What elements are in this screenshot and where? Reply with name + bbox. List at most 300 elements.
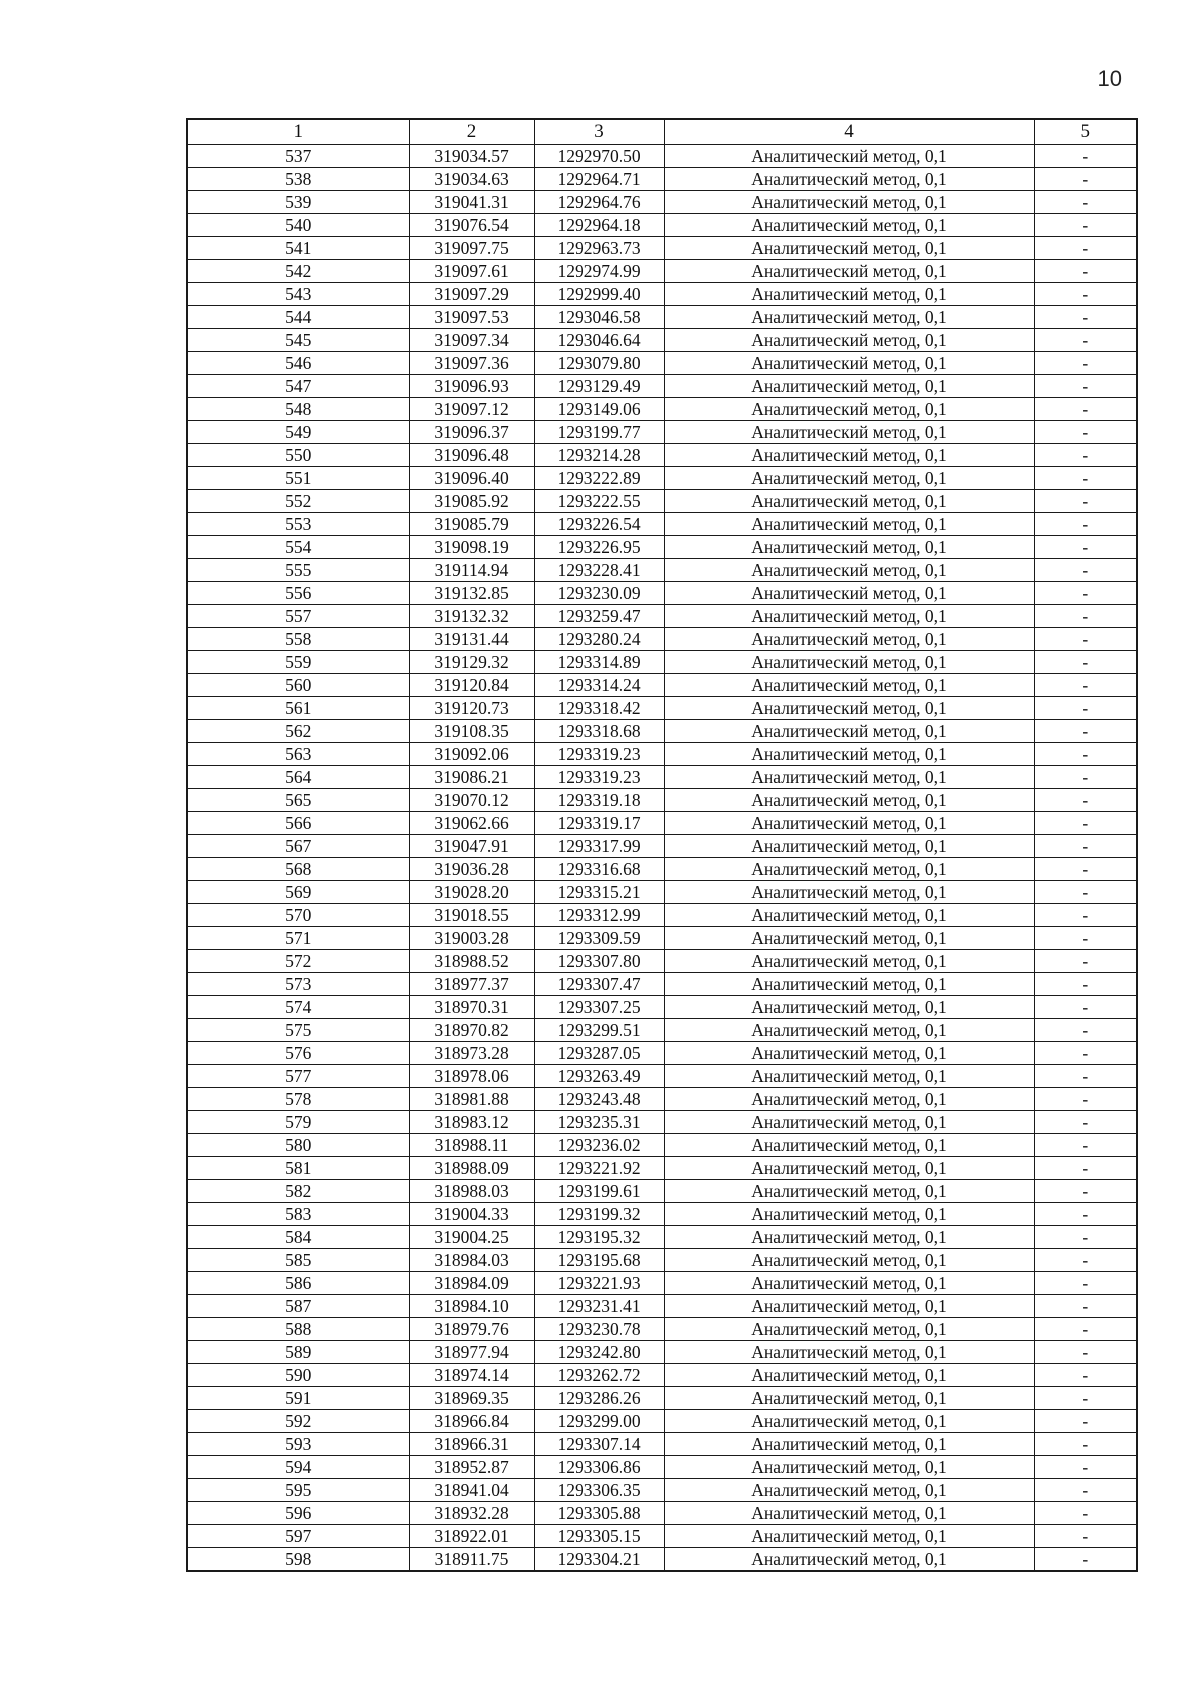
y-coordinate-cell: 1293230.09 bbox=[534, 582, 664, 605]
point-number-cell: 551 bbox=[187, 467, 409, 490]
table-row bbox=[187, 168, 1137, 191]
method-cell: Аналитический метод, 0,1 bbox=[664, 513, 1034, 536]
method-cell: Аналитический метод, 0,1 bbox=[664, 973, 1034, 996]
method-cell: Аналитический метод, 0,1 bbox=[664, 674, 1034, 697]
x-coordinate-cell: 318978.06 bbox=[409, 1065, 534, 1088]
table-row bbox=[187, 881, 1137, 904]
table-row bbox=[187, 628, 1137, 651]
point-number-cell: 555 bbox=[187, 559, 409, 582]
y-coordinate-cell: 1292964.71 bbox=[534, 168, 664, 191]
point-number-cell: 553 bbox=[187, 513, 409, 536]
table-row bbox=[187, 1410, 1137, 1433]
point-number-cell: 572 bbox=[187, 950, 409, 973]
y-coordinate-cell: 1293226.95 bbox=[534, 536, 664, 559]
note-cell: - bbox=[1034, 536, 1137, 559]
note-cell: - bbox=[1034, 835, 1137, 858]
table-row bbox=[187, 1249, 1137, 1272]
table-row bbox=[187, 697, 1137, 720]
point-number-cell: 597 bbox=[187, 1525, 409, 1548]
x-coordinate-cell: 319097.61 bbox=[409, 260, 534, 283]
note-cell: - bbox=[1034, 329, 1137, 352]
point-number-cell: 576 bbox=[187, 1042, 409, 1065]
x-coordinate-cell: 319034.63 bbox=[409, 168, 534, 191]
note-cell: - bbox=[1034, 283, 1137, 306]
note-cell: - bbox=[1034, 651, 1137, 674]
x-coordinate-cell: 319036.28 bbox=[409, 858, 534, 881]
y-coordinate-cell: 1293195.32 bbox=[534, 1226, 664, 1249]
note-cell: - bbox=[1034, 1249, 1137, 1272]
y-coordinate-cell: 1293319.17 bbox=[534, 812, 664, 835]
y-coordinate-cell: 1293236.02 bbox=[534, 1134, 664, 1157]
y-coordinate-cell: 1293319.23 bbox=[534, 766, 664, 789]
table-row bbox=[187, 306, 1137, 329]
method-cell: Аналитический метод, 0,1 bbox=[664, 1111, 1034, 1134]
header-cell-2: 2 bbox=[409, 119, 534, 145]
x-coordinate-cell: 319018.55 bbox=[409, 904, 534, 927]
y-coordinate-cell: 1292970.50 bbox=[534, 145, 664, 168]
y-coordinate-cell: 1293305.88 bbox=[534, 1502, 664, 1525]
x-coordinate-cell: 319076.54 bbox=[409, 214, 534, 237]
x-coordinate-cell: 318974.14 bbox=[409, 1364, 534, 1387]
point-number-cell: 560 bbox=[187, 674, 409, 697]
table-row bbox=[187, 1088, 1137, 1111]
x-coordinate-cell: 319047.91 bbox=[409, 835, 534, 858]
y-coordinate-cell: 1292963.73 bbox=[534, 237, 664, 260]
y-coordinate-cell: 1293314.89 bbox=[534, 651, 664, 674]
point-number-cell: 543 bbox=[187, 283, 409, 306]
header-cell-5: 5 bbox=[1034, 119, 1137, 145]
point-number-cell: 552 bbox=[187, 490, 409, 513]
note-cell: - bbox=[1034, 1387, 1137, 1410]
note-cell: - bbox=[1034, 559, 1137, 582]
note-cell: - bbox=[1034, 145, 1137, 168]
method-cell: Аналитический метод, 0,1 bbox=[664, 1272, 1034, 1295]
y-coordinate-cell: 1293228.41 bbox=[534, 559, 664, 582]
y-coordinate-cell: 1293243.48 bbox=[534, 1088, 664, 1111]
point-number-cell: 595 bbox=[187, 1479, 409, 1502]
method-cell: Аналитический метод, 0,1 bbox=[664, 1479, 1034, 1502]
method-cell: Аналитический метод, 0,1 bbox=[664, 881, 1034, 904]
table-row bbox=[187, 1134, 1137, 1157]
method-cell: Аналитический метод, 0,1 bbox=[664, 1226, 1034, 1249]
y-coordinate-cell: 1293263.49 bbox=[534, 1065, 664, 1088]
method-cell: Аналитический метод, 0,1 bbox=[664, 1157, 1034, 1180]
note-cell: - bbox=[1034, 1548, 1137, 1572]
x-coordinate-cell: 318973.28 bbox=[409, 1042, 534, 1065]
x-coordinate-cell: 318970.82 bbox=[409, 1019, 534, 1042]
y-coordinate-cell: 1293316.68 bbox=[534, 858, 664, 881]
y-coordinate-cell: 1292964.18 bbox=[534, 214, 664, 237]
note-cell: - bbox=[1034, 1364, 1137, 1387]
method-cell: Аналитический метод, 0,1 bbox=[664, 1295, 1034, 1318]
x-coordinate-cell: 319092.06 bbox=[409, 743, 534, 766]
table-row bbox=[187, 812, 1137, 835]
y-coordinate-cell: 1293280.24 bbox=[534, 628, 664, 651]
x-coordinate-cell: 319108.35 bbox=[409, 720, 534, 743]
note-cell: - bbox=[1034, 720, 1137, 743]
note-cell: - bbox=[1034, 858, 1137, 881]
table-row bbox=[187, 1502, 1137, 1525]
note-cell: - bbox=[1034, 1065, 1137, 1088]
y-coordinate-cell: 1293214.28 bbox=[534, 444, 664, 467]
y-coordinate-cell: 1293299.00 bbox=[534, 1410, 664, 1433]
method-cell: Аналитический метод, 0,1 bbox=[664, 329, 1034, 352]
point-number-cell: 575 bbox=[187, 1019, 409, 1042]
point-number-cell: 594 bbox=[187, 1456, 409, 1479]
table-row bbox=[187, 214, 1137, 237]
method-cell: Аналитический метод, 0,1 bbox=[664, 559, 1034, 582]
x-coordinate-cell: 319120.84 bbox=[409, 674, 534, 697]
x-coordinate-cell: 318979.76 bbox=[409, 1318, 534, 1341]
note-cell: - bbox=[1034, 168, 1137, 191]
point-number-cell: 537 bbox=[187, 145, 409, 168]
y-coordinate-cell: 1293231.41 bbox=[534, 1295, 664, 1318]
x-coordinate-cell: 318941.04 bbox=[409, 1479, 534, 1502]
note-cell: - bbox=[1034, 582, 1137, 605]
method-cell: Аналитический метод, 0,1 bbox=[664, 1364, 1034, 1387]
y-coordinate-cell: 1293079.80 bbox=[534, 352, 664, 375]
point-number-cell: 548 bbox=[187, 398, 409, 421]
note-cell: - bbox=[1034, 306, 1137, 329]
note-cell: - bbox=[1034, 628, 1137, 651]
note-cell: - bbox=[1034, 260, 1137, 283]
method-cell: Аналитический метод, 0,1 bbox=[664, 904, 1034, 927]
y-coordinate-cell: 1293222.55 bbox=[534, 490, 664, 513]
point-number-cell: 591 bbox=[187, 1387, 409, 1410]
note-cell: - bbox=[1034, 352, 1137, 375]
point-number-cell: 588 bbox=[187, 1318, 409, 1341]
method-cell: Аналитический метод, 0,1 bbox=[664, 1456, 1034, 1479]
table-row bbox=[187, 1387, 1137, 1410]
y-coordinate-cell: 1293262.72 bbox=[534, 1364, 664, 1387]
table-row bbox=[187, 1111, 1137, 1134]
y-coordinate-cell: 1293195.68 bbox=[534, 1249, 664, 1272]
note-cell: - bbox=[1034, 1180, 1137, 1203]
note-cell: - bbox=[1034, 697, 1137, 720]
y-coordinate-cell: 1293046.58 bbox=[534, 306, 664, 329]
note-cell: - bbox=[1034, 1157, 1137, 1180]
point-number-cell: 592 bbox=[187, 1410, 409, 1433]
x-coordinate-cell: 319097.34 bbox=[409, 329, 534, 352]
point-number-cell: 561 bbox=[187, 697, 409, 720]
method-cell: Аналитический метод, 0,1 bbox=[664, 582, 1034, 605]
x-coordinate-cell: 319098.19 bbox=[409, 536, 534, 559]
table-row bbox=[187, 720, 1137, 743]
point-number-cell: 580 bbox=[187, 1134, 409, 1157]
method-cell: Аналитический метод, 0,1 bbox=[664, 950, 1034, 973]
x-coordinate-cell: 319041.31 bbox=[409, 191, 534, 214]
point-number-cell: 574 bbox=[187, 996, 409, 1019]
point-number-cell: 550 bbox=[187, 444, 409, 467]
table-row bbox=[187, 605, 1137, 628]
x-coordinate-cell: 319132.32 bbox=[409, 605, 534, 628]
note-cell: - bbox=[1034, 1042, 1137, 1065]
y-coordinate-cell: 1293221.93 bbox=[534, 1272, 664, 1295]
y-coordinate-cell: 1293314.24 bbox=[534, 674, 664, 697]
header-row bbox=[187, 119, 1137, 145]
note-cell: - bbox=[1034, 1479, 1137, 1502]
y-coordinate-cell: 1293304.21 bbox=[534, 1548, 664, 1572]
y-coordinate-cell: 1293307.80 bbox=[534, 950, 664, 973]
table-row bbox=[187, 398, 1137, 421]
note-cell: - bbox=[1034, 812, 1137, 835]
point-number-cell: 538 bbox=[187, 168, 409, 191]
x-coordinate-cell: 319096.93 bbox=[409, 375, 534, 398]
method-cell: Аналитический метод, 0,1 bbox=[664, 996, 1034, 1019]
point-number-cell: 584 bbox=[187, 1226, 409, 1249]
method-cell: Аналитический метод, 0,1 bbox=[664, 490, 1034, 513]
x-coordinate-cell: 318984.10 bbox=[409, 1295, 534, 1318]
table-row bbox=[187, 674, 1137, 697]
x-coordinate-cell: 319114.94 bbox=[409, 559, 534, 582]
method-cell: Аналитический метод, 0,1 bbox=[664, 1042, 1034, 1065]
table-row bbox=[187, 1525, 1137, 1548]
note-cell: - bbox=[1034, 1295, 1137, 1318]
table-row bbox=[187, 1157, 1137, 1180]
point-number-cell: 579 bbox=[187, 1111, 409, 1134]
method-cell: Аналитический метод, 0,1 bbox=[664, 306, 1034, 329]
table-row bbox=[187, 1019, 1137, 1042]
y-coordinate-cell: 1293199.77 bbox=[534, 421, 664, 444]
point-number-cell: 582 bbox=[187, 1180, 409, 1203]
table-row bbox=[187, 927, 1137, 950]
method-cell: Аналитический метод, 0,1 bbox=[664, 1410, 1034, 1433]
point-number-cell: 557 bbox=[187, 605, 409, 628]
table-row bbox=[187, 1226, 1137, 1249]
y-coordinate-cell: 1292999.40 bbox=[534, 283, 664, 306]
method-cell: Аналитический метод, 0,1 bbox=[664, 536, 1034, 559]
note-cell: - bbox=[1034, 789, 1137, 812]
point-number-cell: 571 bbox=[187, 927, 409, 950]
y-coordinate-cell: 1293299.51 bbox=[534, 1019, 664, 1042]
point-number-cell: 542 bbox=[187, 260, 409, 283]
y-coordinate-cell: 1293287.05 bbox=[534, 1042, 664, 1065]
x-coordinate-cell: 318966.31 bbox=[409, 1433, 534, 1456]
x-coordinate-cell: 318988.52 bbox=[409, 950, 534, 973]
table-row bbox=[187, 743, 1137, 766]
y-coordinate-cell: 1293046.64 bbox=[534, 329, 664, 352]
point-number-cell: 596 bbox=[187, 1502, 409, 1525]
table-row bbox=[187, 1341, 1137, 1364]
table-row bbox=[187, 789, 1137, 812]
method-cell: Аналитический метод, 0,1 bbox=[664, 283, 1034, 306]
x-coordinate-cell: 319097.12 bbox=[409, 398, 534, 421]
note-cell: - bbox=[1034, 1088, 1137, 1111]
table-row bbox=[187, 1456, 1137, 1479]
method-cell: Аналитический метод, 0,1 bbox=[664, 835, 1034, 858]
y-coordinate-cell: 1293319.18 bbox=[534, 789, 664, 812]
y-coordinate-cell: 1293226.54 bbox=[534, 513, 664, 536]
x-coordinate-cell: 319004.25 bbox=[409, 1226, 534, 1249]
method-cell: Аналитический метод, 0,1 bbox=[664, 260, 1034, 283]
note-cell: - bbox=[1034, 674, 1137, 697]
note-cell: - bbox=[1034, 444, 1137, 467]
x-coordinate-cell: 318970.31 bbox=[409, 996, 534, 1019]
x-coordinate-cell: 319086.21 bbox=[409, 766, 534, 789]
header-cell-4: 4 bbox=[664, 119, 1034, 145]
x-coordinate-cell: 318966.84 bbox=[409, 1410, 534, 1433]
note-cell: - bbox=[1034, 743, 1137, 766]
x-coordinate-cell: 319129.32 bbox=[409, 651, 534, 674]
y-coordinate-cell: 1293306.86 bbox=[534, 1456, 664, 1479]
table-row bbox=[187, 904, 1137, 927]
x-coordinate-cell: 319096.40 bbox=[409, 467, 534, 490]
note-cell: - bbox=[1034, 1410, 1137, 1433]
note-cell: - bbox=[1034, 1525, 1137, 1548]
x-coordinate-cell: 318952.87 bbox=[409, 1456, 534, 1479]
point-number-cell: 545 bbox=[187, 329, 409, 352]
method-cell: Аналитический метод, 0,1 bbox=[664, 1249, 1034, 1272]
point-number-cell: 558 bbox=[187, 628, 409, 651]
y-coordinate-cell: 1293309.59 bbox=[534, 927, 664, 950]
point-number-cell: 573 bbox=[187, 973, 409, 996]
note-cell: - bbox=[1034, 605, 1137, 628]
y-coordinate-cell: 1293129.49 bbox=[534, 375, 664, 398]
method-cell: Аналитический метод, 0,1 bbox=[664, 1318, 1034, 1341]
table-row bbox=[187, 260, 1137, 283]
y-coordinate-cell: 1293149.06 bbox=[534, 398, 664, 421]
method-cell: Аналитический метод, 0,1 bbox=[664, 191, 1034, 214]
table-row bbox=[187, 1180, 1137, 1203]
table-row bbox=[187, 858, 1137, 881]
method-cell: Аналитический метод, 0,1 bbox=[664, 1065, 1034, 1088]
note-cell: - bbox=[1034, 1433, 1137, 1456]
x-coordinate-cell: 319132.85 bbox=[409, 582, 534, 605]
note-cell: - bbox=[1034, 1111, 1137, 1134]
method-cell: Аналитический метод, 0,1 bbox=[664, 168, 1034, 191]
method-cell: Аналитический метод, 0,1 bbox=[664, 766, 1034, 789]
table-row bbox=[187, 1065, 1137, 1088]
point-number-cell: 593 bbox=[187, 1433, 409, 1456]
y-coordinate-cell: 1293235.31 bbox=[534, 1111, 664, 1134]
method-cell: Аналитический метод, 0,1 bbox=[664, 398, 1034, 421]
header-cell-1: 1 bbox=[187, 119, 409, 145]
note-cell: - bbox=[1034, 191, 1137, 214]
table-row bbox=[187, 1042, 1137, 1065]
x-coordinate-cell: 318922.01 bbox=[409, 1525, 534, 1548]
x-coordinate-cell: 318988.03 bbox=[409, 1180, 534, 1203]
x-coordinate-cell: 319097.36 bbox=[409, 352, 534, 375]
table-row bbox=[187, 973, 1137, 996]
point-number-cell: 562 bbox=[187, 720, 409, 743]
y-coordinate-cell: 1293242.80 bbox=[534, 1341, 664, 1364]
point-number-cell: 567 bbox=[187, 835, 409, 858]
table-row bbox=[187, 329, 1137, 352]
table-row bbox=[187, 145, 1137, 168]
note-cell: - bbox=[1034, 237, 1137, 260]
note-cell: - bbox=[1034, 881, 1137, 904]
point-number-cell: 578 bbox=[187, 1088, 409, 1111]
table-row bbox=[187, 582, 1137, 605]
table-row bbox=[187, 467, 1137, 490]
x-coordinate-cell: 318911.75 bbox=[409, 1548, 534, 1572]
x-coordinate-cell: 319096.48 bbox=[409, 444, 534, 467]
point-number-cell: 587 bbox=[187, 1295, 409, 1318]
table-row bbox=[187, 1433, 1137, 1456]
coordinates-table bbox=[186, 118, 1138, 1572]
method-cell: Аналитический метод, 0,1 bbox=[664, 145, 1034, 168]
x-coordinate-cell: 319003.28 bbox=[409, 927, 534, 950]
note-cell: - bbox=[1034, 1341, 1137, 1364]
y-coordinate-cell: 1293286.26 bbox=[534, 1387, 664, 1410]
method-cell: Аналитический метод, 0,1 bbox=[664, 1019, 1034, 1042]
x-coordinate-cell: 319070.12 bbox=[409, 789, 534, 812]
y-coordinate-cell: 1293221.92 bbox=[534, 1157, 664, 1180]
x-coordinate-cell: 318981.88 bbox=[409, 1088, 534, 1111]
y-coordinate-cell: 1293230.78 bbox=[534, 1318, 664, 1341]
page-number: 10 bbox=[1097, 66, 1122, 91]
method-cell: Аналитический метод, 0,1 bbox=[664, 467, 1034, 490]
method-cell: Аналитический метод, 0,1 bbox=[664, 697, 1034, 720]
note-cell: - bbox=[1034, 1134, 1137, 1157]
note-cell: - bbox=[1034, 950, 1137, 973]
method-cell: Аналитический метод, 0,1 bbox=[664, 352, 1034, 375]
note-cell: - bbox=[1034, 1226, 1137, 1249]
note-cell: - bbox=[1034, 904, 1137, 927]
x-coordinate-cell: 318984.09 bbox=[409, 1272, 534, 1295]
point-number-cell: 566 bbox=[187, 812, 409, 835]
note-cell: - bbox=[1034, 421, 1137, 444]
note-cell: - bbox=[1034, 973, 1137, 996]
table-row bbox=[187, 1364, 1137, 1387]
point-number-cell: 583 bbox=[187, 1203, 409, 1226]
y-coordinate-cell: 1293305.15 bbox=[534, 1525, 664, 1548]
x-coordinate-cell: 318977.94 bbox=[409, 1341, 534, 1364]
method-cell: Аналитический метод, 0,1 bbox=[664, 1525, 1034, 1548]
method-cell: Аналитический метод, 0,1 bbox=[664, 214, 1034, 237]
table-row bbox=[187, 1272, 1137, 1295]
y-coordinate-cell: 1293315.21 bbox=[534, 881, 664, 904]
table-row bbox=[187, 513, 1137, 536]
method-cell: Аналитический метод, 0,1 bbox=[664, 858, 1034, 881]
table-row bbox=[187, 352, 1137, 375]
x-coordinate-cell: 319097.75 bbox=[409, 237, 534, 260]
table-row bbox=[187, 444, 1137, 467]
method-cell: Аналитический метод, 0,1 bbox=[664, 1180, 1034, 1203]
method-cell: Аналитический метод, 0,1 bbox=[664, 812, 1034, 835]
point-number-cell: 540 bbox=[187, 214, 409, 237]
x-coordinate-cell: 318977.37 bbox=[409, 973, 534, 996]
point-number-cell: 589 bbox=[187, 1341, 409, 1364]
point-number-cell: 559 bbox=[187, 651, 409, 674]
method-cell: Аналитический метод, 0,1 bbox=[664, 743, 1034, 766]
x-coordinate-cell: 319028.20 bbox=[409, 881, 534, 904]
method-cell: Аналитический метод, 0,1 bbox=[664, 927, 1034, 950]
method-cell: Аналитический метод, 0,1 bbox=[664, 1433, 1034, 1456]
y-coordinate-cell: 1293319.23 bbox=[534, 743, 664, 766]
table-row bbox=[187, 1203, 1137, 1226]
y-coordinate-cell: 1293199.32 bbox=[534, 1203, 664, 1226]
method-cell: Аналитический метод, 0,1 bbox=[664, 605, 1034, 628]
table-row bbox=[187, 651, 1137, 674]
method-cell: Аналитический метод, 0,1 bbox=[664, 720, 1034, 743]
point-number-cell: 549 bbox=[187, 421, 409, 444]
point-number-cell: 544 bbox=[187, 306, 409, 329]
method-cell: Аналитический метод, 0,1 bbox=[664, 375, 1034, 398]
point-number-cell: 577 bbox=[187, 1065, 409, 1088]
x-coordinate-cell: 319097.29 bbox=[409, 283, 534, 306]
method-cell: Аналитический метод, 0,1 bbox=[664, 651, 1034, 674]
table-row bbox=[187, 490, 1137, 513]
method-cell: Аналитический метод, 0,1 bbox=[664, 1502, 1034, 1525]
y-coordinate-cell: 1293318.42 bbox=[534, 697, 664, 720]
coordinates-table-container bbox=[186, 118, 1136, 1572]
note-cell: - bbox=[1034, 467, 1137, 490]
point-number-cell: 581 bbox=[187, 1157, 409, 1180]
note-cell: - bbox=[1034, 214, 1137, 237]
table-row bbox=[187, 950, 1137, 973]
table-body bbox=[187, 145, 1137, 1572]
